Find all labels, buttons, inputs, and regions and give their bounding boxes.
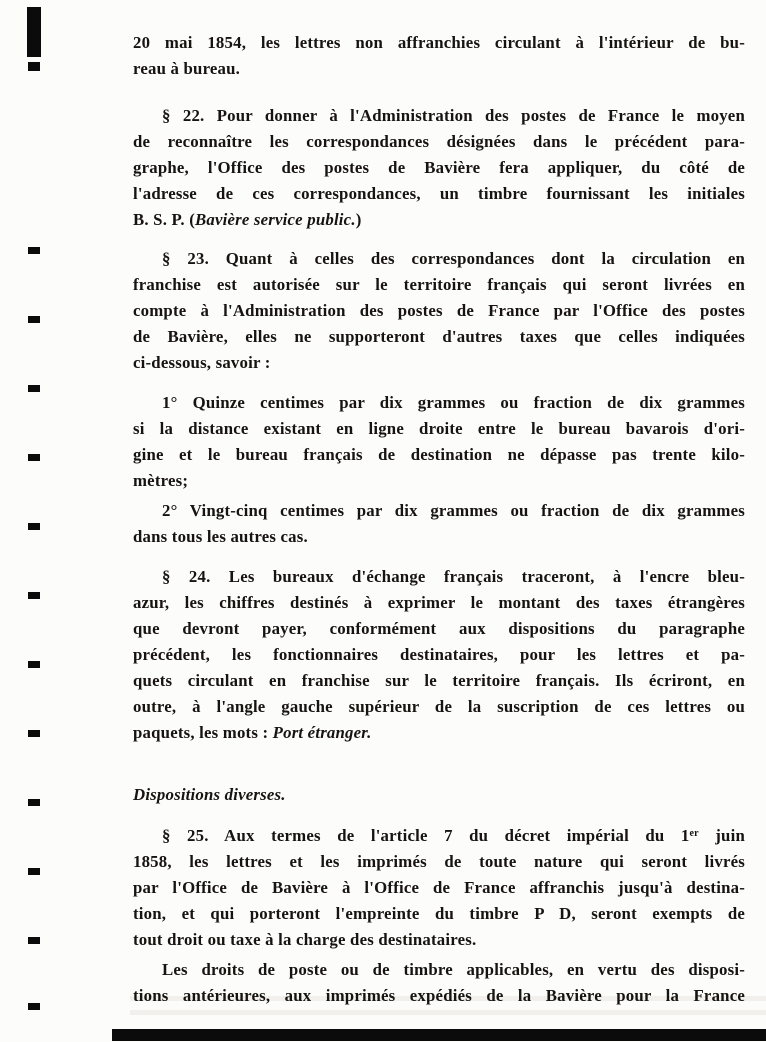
text-segment: § 24. Les bureaux d'échange français traceront, à l'encre bleu- xyxy=(162,567,745,586)
paragraph xyxy=(133,823,745,953)
text-segment: quets circulant en franchise sur le territoire français. Ils écriront, en xyxy=(133,671,745,690)
text-line xyxy=(133,181,745,207)
gutter-dash xyxy=(28,316,40,323)
text-segment: tion, et qui porteront l'empreinte du timbre P D, seront exempts de xyxy=(133,904,745,923)
text-segment: tions antérieures, aux imprimés expédiés de la Bavière pour la France xyxy=(133,986,745,1005)
text-line xyxy=(133,350,745,376)
text-segment: Port étranger. xyxy=(272,723,372,742)
gutter-dash xyxy=(28,247,40,254)
text-segment: 1° Quinze centimes par dix grammes ou fraction de dix grammes xyxy=(162,393,745,412)
text-line xyxy=(133,30,745,56)
text-segment: Dispositions diverses. xyxy=(133,785,286,804)
text-segment: ) xyxy=(355,210,362,229)
text-segment: de reconnaître les correspondances désignées dans le précédent para- xyxy=(133,132,745,151)
text-line xyxy=(133,498,745,524)
text-segment: ci-dessous, savoir : xyxy=(133,353,271,372)
text-line xyxy=(133,849,745,875)
paragraph xyxy=(133,246,745,376)
text-segment: juin xyxy=(698,826,745,845)
text-segment: outre, à l'angle gauche supérieur de la suscription de ces lettres ou xyxy=(133,697,745,716)
text-line xyxy=(133,246,745,272)
text-segment: er xyxy=(689,828,699,839)
text-segment: reau à bureau. xyxy=(133,59,241,78)
gutter-dash xyxy=(28,799,40,806)
scan-bottom-bar xyxy=(112,1029,766,1041)
text-segment: § 25. Aux termes de l'article 7 du décret impérial du 1 xyxy=(162,826,690,845)
text-line xyxy=(133,390,745,416)
text-segment: que devront payer, conformément aux dispositions du paragraphe xyxy=(133,619,745,638)
text-line xyxy=(133,207,745,233)
text-segment: Les droits de poste ou de timbre applicables, en vertu des disposi- xyxy=(162,960,745,979)
text-line xyxy=(133,875,745,901)
text-segment: B. S. P. ( xyxy=(133,210,195,229)
section-heading xyxy=(133,782,745,808)
text-segment: précédent, les fonctionnaires destinataires, pour les lettres et pa- xyxy=(133,645,745,664)
text-line xyxy=(133,927,745,953)
gutter-dash xyxy=(28,385,40,392)
page-text-column xyxy=(133,30,745,1009)
text-line xyxy=(133,524,745,550)
text-line xyxy=(133,720,745,746)
scan-streak xyxy=(130,1010,766,1015)
text-segment: 2° Vingt-cinq centimes par dix grammes ou fraction de dix grammes xyxy=(162,501,745,520)
paragraph xyxy=(133,103,745,233)
text-line xyxy=(133,468,745,494)
text-line xyxy=(133,416,745,442)
gutter-bar xyxy=(27,7,41,57)
text-line xyxy=(133,782,745,808)
text-line xyxy=(133,616,745,642)
gutter-dash xyxy=(28,1003,40,1010)
text-segment: 20 mai 1854, les lettres non affranchies circulant à l'intérieur de bu- xyxy=(133,33,745,52)
text-segment: graphe, l'Office des postes de Bavière fera appliquer, du côté de xyxy=(133,158,745,177)
gutter-dash xyxy=(28,592,40,599)
paragraph xyxy=(133,564,745,746)
text-segment: de Bavière, elles ne supporteront d'autres taxes que celles indiquées xyxy=(133,327,745,346)
text-line xyxy=(133,442,745,468)
text-line xyxy=(133,564,745,590)
text-line xyxy=(133,823,745,849)
text-segment: mètres; xyxy=(133,471,189,490)
text-line xyxy=(133,324,745,350)
text-segment: dans tous les autres cas. xyxy=(133,527,308,546)
text-segment: azur, les chiffres destinés à exprimer le montant des taxes étrangères xyxy=(133,593,745,612)
paragraph xyxy=(133,498,745,550)
text-line xyxy=(133,642,745,668)
text-line xyxy=(133,56,745,82)
gutter-dash xyxy=(28,523,40,530)
text-segment: § 23. Quant à celles des correspondances dont la circulation en xyxy=(162,249,745,268)
text-line xyxy=(133,983,745,1009)
text-line xyxy=(133,901,745,927)
text-segment: paquets, les mots : xyxy=(133,723,273,742)
gutter-dash xyxy=(28,937,40,944)
text-segment: franchise est autorisée sur le territoire français qui seront livrées en xyxy=(133,275,745,294)
gutter-dash xyxy=(28,868,40,875)
text-segment: tout droit ou taxe à la charge des destinataires. xyxy=(133,930,477,949)
text-line xyxy=(133,103,745,129)
text-segment: 1858, les lettres et les imprimés de toute nature qui seront livrés xyxy=(133,852,745,871)
text-line xyxy=(133,694,745,720)
text-line xyxy=(133,272,745,298)
paragraph xyxy=(133,957,745,1009)
text-line xyxy=(133,129,745,155)
gutter-dash xyxy=(28,730,40,737)
gutter-dash xyxy=(28,454,40,461)
text-line xyxy=(133,298,745,324)
text-line xyxy=(133,668,745,694)
text-line xyxy=(133,957,745,983)
gutter-dash xyxy=(28,661,40,668)
text-segment: par l'Office de Bavière à l'Office de France affranchis jusqu'à destina- xyxy=(133,878,745,897)
text-line xyxy=(133,155,745,181)
paragraph xyxy=(133,390,745,494)
text-segment: l'adresse de ces correspondances, un timbre fournissant les initiales xyxy=(133,184,745,203)
text-segment: gine et le bureau français de destination ne dépasse pas trente kilo- xyxy=(133,445,745,464)
text-segment: compte à l'Administration des postes de France par l'Office des postes xyxy=(133,301,745,320)
text-segment: § 22. Pour donner à l'Administration des postes de France le moyen xyxy=(162,106,745,125)
text-segment: si la distance existant en ligne droite entre le bureau bavarois d'ori- xyxy=(133,419,745,438)
gutter-dash xyxy=(28,62,40,71)
text-line xyxy=(133,590,745,616)
paragraph xyxy=(133,30,745,82)
text-segment: Bavière service public. xyxy=(195,210,356,229)
